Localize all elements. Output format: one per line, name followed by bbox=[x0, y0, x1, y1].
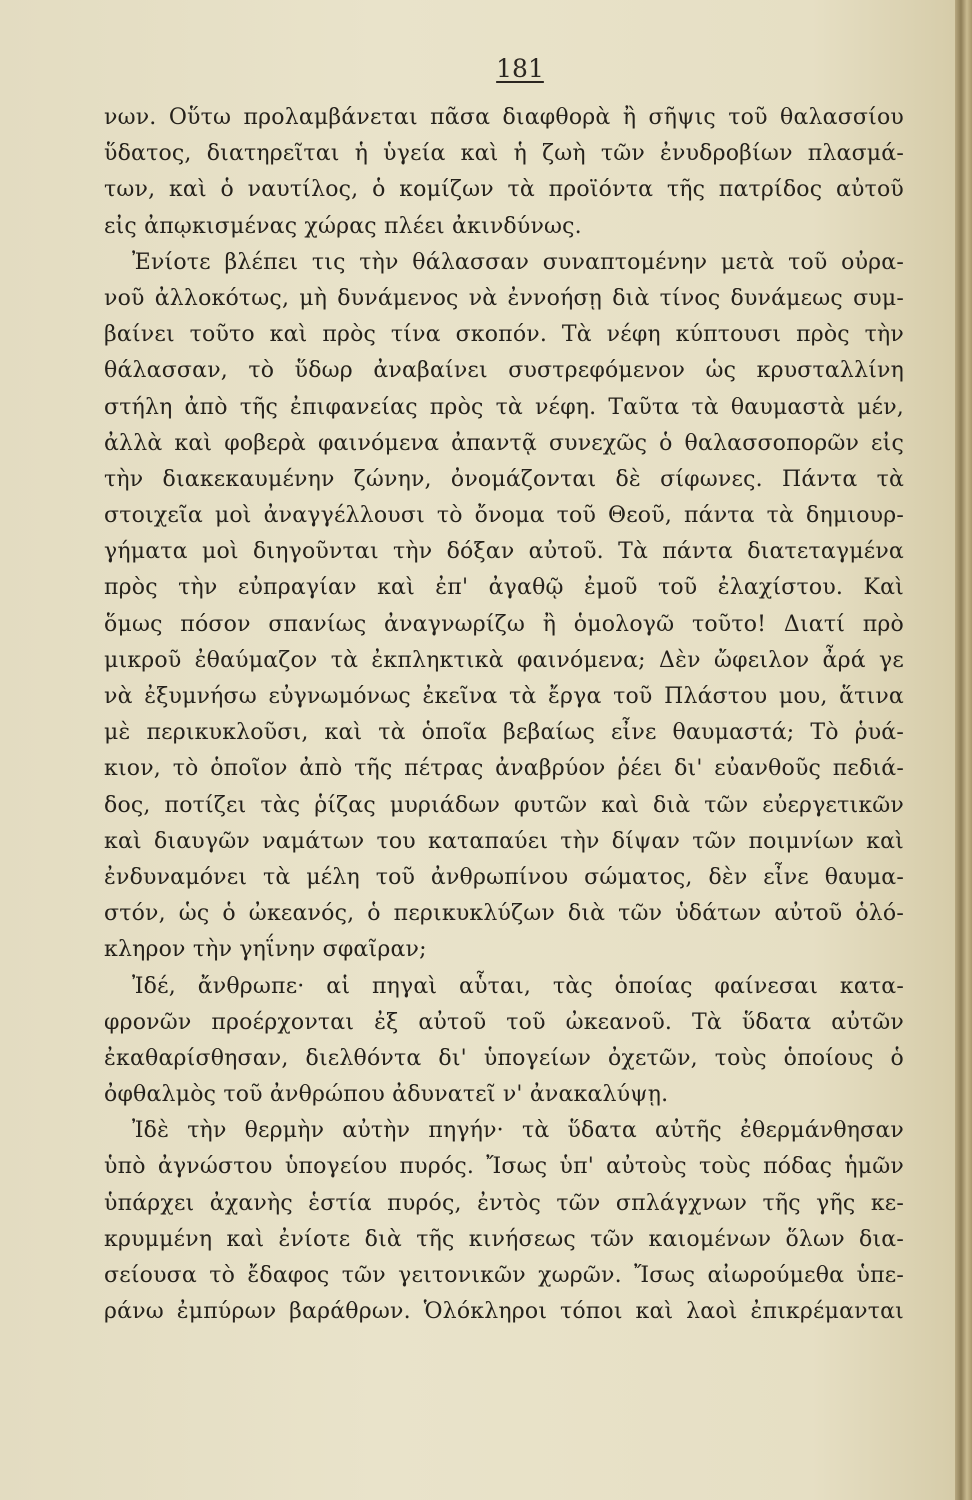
text-line: στόν, ὡς ὁ ὠκεανός, ὁ περικυκλύζων διὰ τῶν ὑδάτων αὐτοῦ ὁλό- bbox=[104, 901, 904, 927]
text-line: σείουσα τὸ ἔδαφος τῶν γειτονικῶν χωρῶν. Ἴσως αἰωρούμεθα ὑπε- bbox=[104, 1263, 904, 1288]
text-line: γήματα μοὶ διηγοῦνται τὴν δόξαν αὐτοῦ. Τὰ πάντα διατεταγμένα bbox=[104, 539, 904, 565]
text-line: νων. Οὕτω προλαμβάνεται πᾶσα διαφθορὰ ἢ σῆψις τοῦ θαλασσίου bbox=[104, 105, 904, 130]
text-line: νοῦ ἀλλοκότως, μὴ δυνάμενος νὰ ἐννοήσῃ διὰ τίνος δυνάμεως συμ- bbox=[104, 285, 904, 311]
text-line: δος, ποτίζει τὰς ῥίζας μυριάδων φυτῶν καὶ διὰ τῶν εὐεργετικῶν bbox=[104, 792, 904, 818]
text-line: ὅμως πόσον σπανίως ἀναγνωρίζω ἢ ὁμολογῶ τοῦτο! Διατί πρὸ bbox=[104, 611, 904, 637]
text-line: ἐνδυναμόνει τὰ μέλη τοῦ ἀνθρωπίνου σώματος, δὲν εἶνε θαυμα- bbox=[104, 864, 904, 890]
text-line: στήλη ἀπὸ τῆς ἐπιφανείας πρὸς τὰ νέφη. Ταῦτα τὰ θαυμαστὰ μέν, bbox=[104, 394, 904, 420]
text-line: Ἐνίοτε βλέπει τις τὴν θάλασσαν συναπτομένην μετὰ τοῦ οὐρα- bbox=[132, 249, 904, 275]
body-text bbox=[104, 100, 904, 1330]
text-line: μὲ περικυκλοῦσι, καὶ τὰ ὁποῖα βεβαίως εἶνε θαυμαστά; Τὸ ῥυά- bbox=[104, 720, 904, 746]
text-line: των, καὶ ὁ ναυτίλος, ὁ κομίζων τὰ προϊόντα τῆς πατρίδος αὐτοῦ bbox=[104, 177, 904, 203]
text-line: ὕδατος, διατηρεῖται ἡ ὑγεία καὶ ἡ ζωὴ τῶν ἐνυδροβίων πλασμά- bbox=[104, 141, 904, 167]
text-line: νὰ ἐξυμνήσω εὐγνωμόνως ἐκεῖνα τὰ ἔργα τοῦ Πλάστου μου, ἅτινα bbox=[104, 684, 904, 709]
page-edge bbox=[955, 0, 972, 1500]
text-line: κληρον τὴν γηΐνην σφαῖραν; bbox=[104, 937, 427, 963]
text-line: Ἰδέ, ἄνθρωπε· αἱ πηγαὶ αὗται, τὰς ὁποίας φαίνεσαι κατα- bbox=[132, 973, 904, 999]
text-line: μικροῦ ἐθαύμαζον τὰ ἐκπληκτικὰ φαινόμενα; Δὲν ὤφειλον ἆρά γε bbox=[104, 647, 904, 673]
text-line: στοιχεῖα μοὶ ἀναγγέλλουσι τὸ ὄνομα τοῦ Θεοῦ, πάντα τὰ δημιουρ- bbox=[104, 503, 904, 529]
text-line: τὴν διακεκαυμένην ζώνην, ὀνομάζονται δὲ σίφωνες. Πάντα τὰ bbox=[104, 466, 904, 492]
text-line: βαίνει τοῦτο καὶ πρὸς τίνα σκοπόν. Τὰ νέφη κύπτουσι πρὸς τὴν bbox=[104, 322, 904, 348]
text-line: φρονῶν προέρχονται ἐξ αὐτοῦ τοῦ ὠκεανοῦ. Τὰ ὕδατα αὐτῶν bbox=[104, 1009, 904, 1035]
text-line: θάλασσαν, τὸ ὕδωρ ἀναβαίνει συστρεφόμενον ὡς κρυσταλλίνη bbox=[104, 358, 904, 384]
text-line: Ἰδὲ τὴν θερμὴν αὐτὴν πηγήν· τὰ ὕδατα αὐτῆς ἐθερμάνθησαν bbox=[132, 1118, 904, 1144]
page-number: 181 bbox=[496, 54, 544, 83]
text-line: ἀλλὰ καὶ φοβερὰ φαινόμενα ἀπαντᾷ συνεχῶς ὁ θαλασσοπορῶν εἰς bbox=[104, 430, 904, 456]
text-line: ράνω ἐμπύρων βαράθρων. Ὁλόκληροι τόποι καὶ λαοὶ ἐπικρέμανται bbox=[104, 1299, 904, 1325]
text-line: καὶ διαυγῶν ναμάτων του καταπαύει τὴν δίψαν τῶν ποιμνίων καὶ bbox=[104, 828, 904, 854]
text-line: ἐκαθαρίσθησαν, διελθόντα δι' ὑπογείων ὀχετῶν, τοὺς ὁποίους ὁ bbox=[104, 1045, 904, 1071]
text-line: κιον, τὸ ὁποῖον ἀπὸ τῆς πέτρας ἀναβρύον ῥέει δι' εὐανθοῦς πεδιά- bbox=[104, 756, 904, 782]
text-line: εἰς ἀπῳκισμένας χώρας πλέει ἀκινδύνως. bbox=[104, 213, 582, 239]
text-line: πρὸς τὴν εὐπραγίαν καὶ ἐπ' ἀγαθῷ ἐμοῦ τοῦ ἐλαχίστου. Καὶ bbox=[104, 575, 904, 601]
text-line: ὑπάρχει ἀχανὴς ἑστία πυρός, ἐντὸς τῶν σπλάγχνων τῆς γῆς κε- bbox=[104, 1190, 904, 1216]
text-line: κρυμμένη καὶ ἐνίοτε διὰ τῆς κινήσεως τῶν καιομένων ὅλων δια- bbox=[104, 1226, 904, 1252]
text-line: ὀφθαλμὸς τοῦ ἀνθρώπου ἀδυνατεῖ ν' ἀνακαλύψῃ. bbox=[104, 1082, 669, 1108]
text-line: ὑπὸ ἀγνώστου ὑπογείου πυρός. Ἴσως ὑπ' αὐτοὺς τοὺς πόδας ἡμῶν bbox=[104, 1154, 904, 1180]
